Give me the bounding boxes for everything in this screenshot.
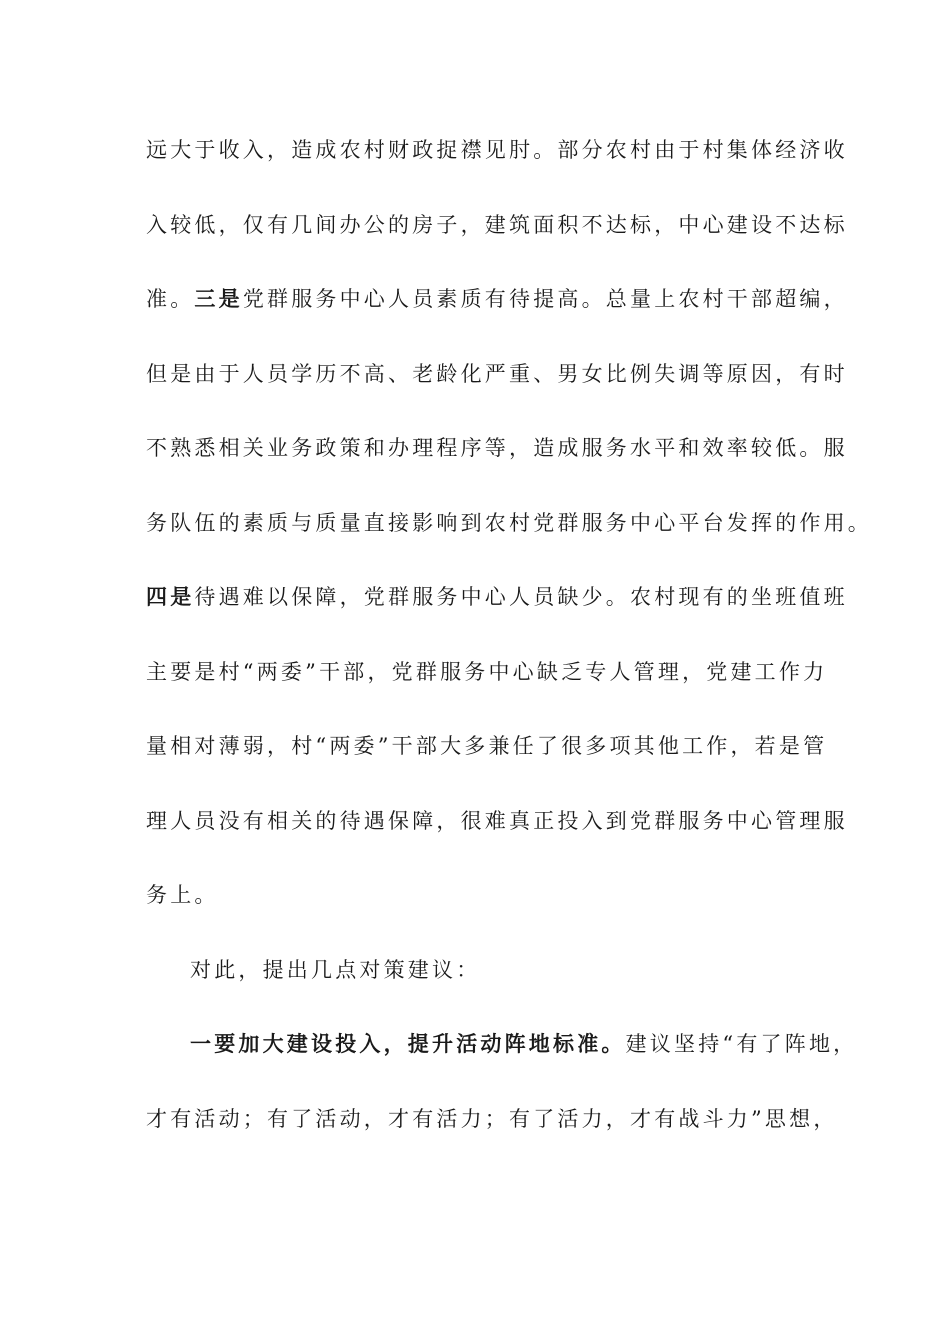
text-line: 对此，提出几点对策建议： [190, 957, 481, 982]
text-line: 主要是村“两委”干部，党群服务中心缺乏专人管理，党建工作力 [146, 659, 828, 684]
text-line: 准。三是党群服务中心人员素质有待提高。总量上农村干部超编， [146, 286, 848, 311]
text-line: 量相对薄弱，村“两委”干部大多兼任了很多项其他工作，若是管 [146, 734, 828, 758]
text-line: 入较低，仅有几间办公的房子，建筑面积不达标，中心建设不达标 [146, 212, 848, 237]
text-line: 一要加大建设投入，提升活动阵地标准。建议坚持“有了阵地， [190, 1031, 858, 1056]
text-line: 远大于收入，造成农村财政捉襟见肘。部分农村由于村集体经济收 [146, 138, 848, 162]
text-line: 四是待遇难以保障，党群服务中心人员缺少。农村现有的坐班值班 [146, 584, 848, 609]
bold-lead: 四是 [146, 584, 195, 609]
document-body [146, 128, 872, 1171]
text-line: 不熟悉相关业务政策和办理程序等，造成服务水平和效率较低。服 [146, 436, 848, 460]
bold-lead: 三是 [194, 286, 243, 311]
text-line: 但是由于人员学历不高、老龄化严重、男女比例失调等原因，有时 [146, 361, 848, 386]
text-line: 务上。 [146, 883, 219, 907]
text-line: 才有活动；有了活动，才有活力；有了活力，才有战斗力”思想， [146, 1106, 838, 1131]
text-line: 理人员没有相关的待遇保障，很难真正投入到党群服务中心管理服 [146, 808, 848, 833]
text-line: 务队伍的素质与质量直接影响到农村党群服务中心平台发挥的作用。 [146, 510, 872, 535]
bold-heading: 一要加大建设投入，提升活动阵地标准。 [190, 1031, 626, 1056]
